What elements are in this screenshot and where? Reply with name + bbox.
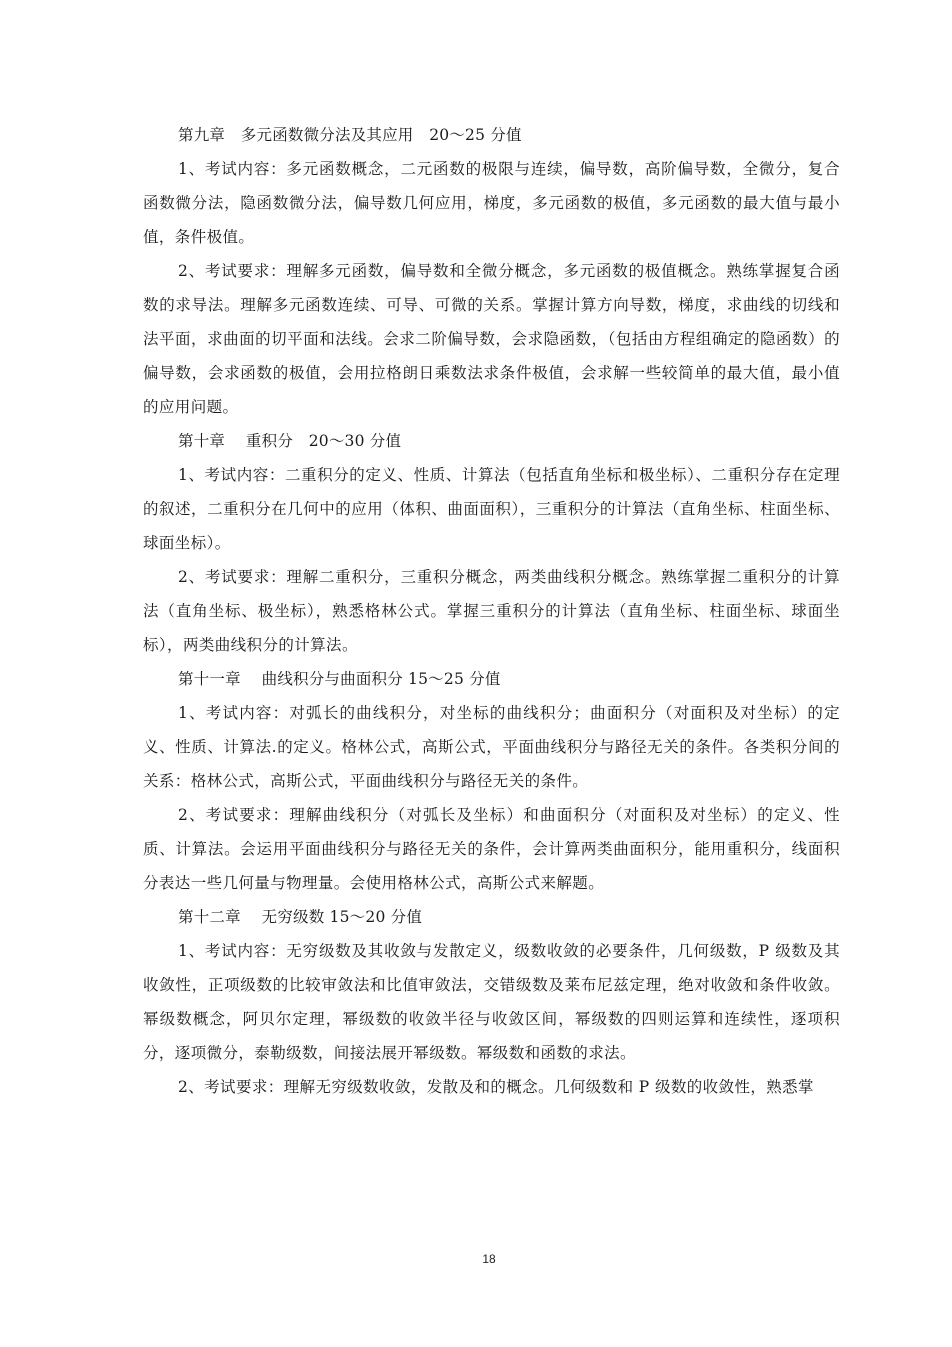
chapter-12-heading: 第十二章 无穷级数 15～20 分值: [178, 908, 423, 926]
chapter-9-requirement: 2、考试要求：理解多元函数，偏导数和全微分概念，多元函数的极值概念。熟练掌握复合函数的求导法。理解多元函数连续、可导、可微的关系。掌握计算方向导数，梯度，求曲线的切线和法平面，求曲面的切平面和法线。会求二阶偏导数，会求隐函数，（包括由方程组确定的隐函数）的偏导数，会求函数的极值，会用拉格朗日乘数法求条件极值，会求解一些较简单的最大值，最小值的应用问题。: [143, 262, 840, 416]
chapter-10-heading: 第十章 重积分 20～30 分值: [178, 432, 402, 450]
chapter-11-heading: 第十一章 曲线积分与曲面积分 15～25 分值: [178, 670, 501, 688]
document-body: [143, 118, 840, 1104]
chapter-9-heading: 第九章 多元函数微分法及其应用 20～25 分值: [178, 126, 522, 144]
chapter-11-requirement: 2、考试要求：理解曲线积分（对弧长及坐标）和曲面积分（对面积及对坐标）的定义、性质、计算法。会运用平面曲线积分与路径无关的条件，会计算两类曲面积分，能用重积分，线面积分表达一些几何量与物理量。会使用格林公式，高斯公式来解题。: [143, 806, 840, 892]
chapter-11-content: 1、考试内容：对弧长的曲线积分，对坐标的曲线积分；曲面积分（对面积及对坐标）的定义、性质、计算法.的定义。格林公式，高斯公式，平面曲线积分与路径无关的条件。各类积分间的关系：格林公式，高斯公式，平面曲线积分与路径无关的条件。: [143, 704, 840, 790]
chapter-9-content: 1、考试内容：多元函数概念，二元函数的极限与连续，偏导数，高阶偏导数，全微分，复合函数微分法，隐函数微分法，偏导数几何应用，梯度，多元函数的极值，多元函数的最大值与最小值，条件极值。: [143, 160, 840, 246]
chapter-12-content: 1、考试内容：无穷级数及其收敛与发散定义，级数收敛的必要条件，几何级数，P 级数及其收敛性，正项级数的比较审敛法和比值审敛法，交错级数及莱布尼兹定理，绝对收敛和条件收敛。幂级数概念，阿贝尔定理，幂级数的收敛半径与收敛区间，幂级数的四则运算和连续性，逐项积分，逐项微分，泰勒级数，间接法展开幂级数。幂级数和函数的求法。: [143, 942, 840, 1062]
chapter-12-requirement: 2、考试要求：理解无穷级数收敛，发散及和的概念。几何级数和 P 级数的收敛性，熟悉掌: [178, 1078, 814, 1096]
chapter-10-requirement: 2、考试要求：理解二重积分，三重积分概念，两类曲线积分概念。熟练掌握二重积分的计算法（直角坐标、极坐标），熟悉格林公式。掌握三重积分的计算法（直角坐标、柱面坐标、球面坐标），两类曲线积分的计算法。: [143, 568, 840, 654]
chapter-10-content: 1、考试内容：二重积分的定义、性质、计算法（包括直角坐标和极坐标）、二重积分存在定理的叙述，二重积分在几何中的应用（体积、曲面面积），三重积分的计算法（直角坐标、柱面坐标、球面坐标）。: [143, 466, 840, 552]
page-number: 18: [482, 1252, 496, 1266]
